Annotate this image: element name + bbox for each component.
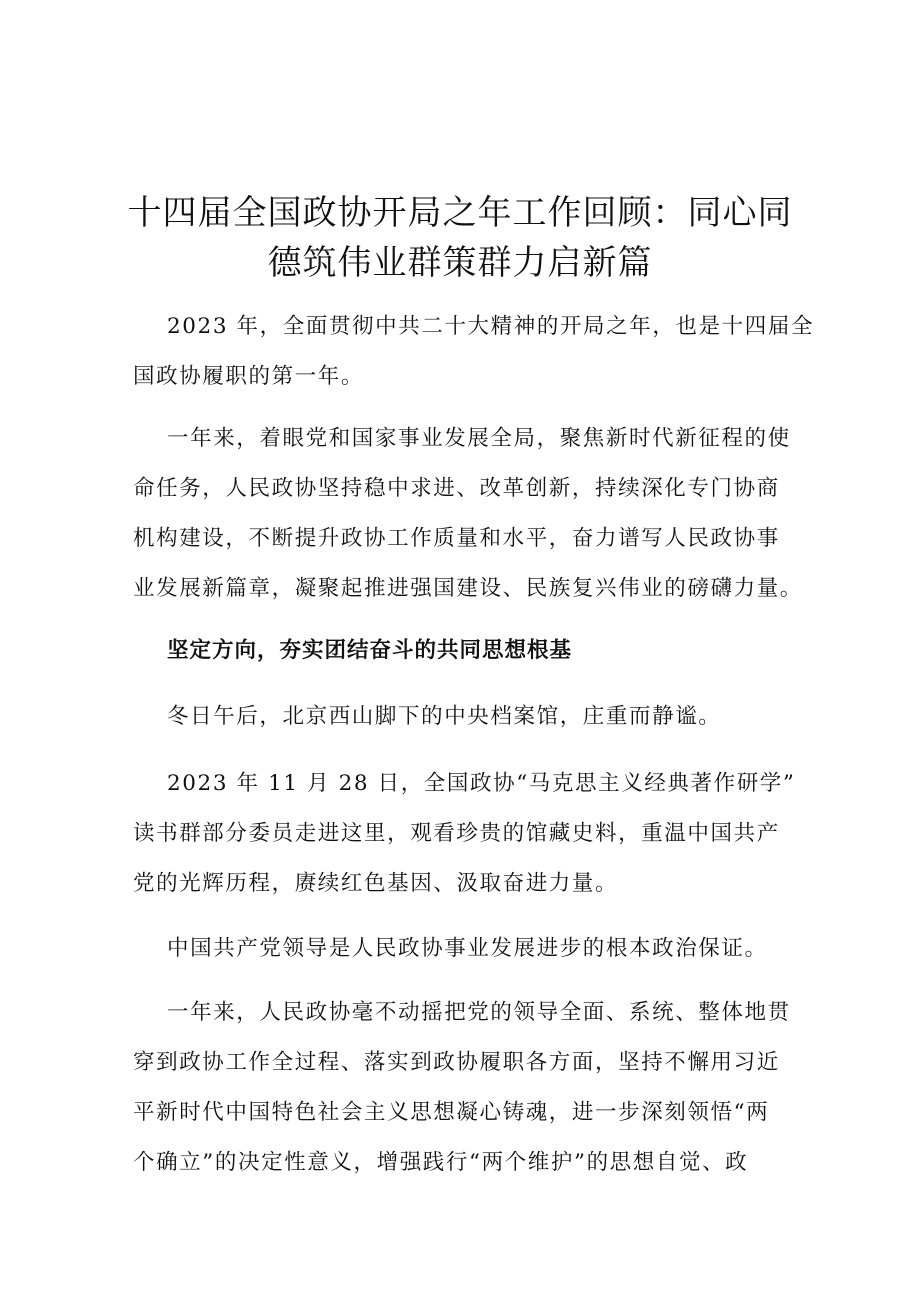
paragraph-overview xyxy=(133,414,803,614)
paragraph-intro xyxy=(133,302,815,402)
paragraph-line: 2023 年 11 月 28 日，全国政协“马克思主义经典著作研学” xyxy=(167,771,796,796)
paragraph-line: 国政协履职的第一年。 xyxy=(133,364,365,389)
paragraph-line: 一年来，着眼党和国家事业发展全局，聚焦新时代新征程的使 xyxy=(167,426,791,451)
document-title-line-2: 德筑伟业群策群力启新篇 xyxy=(267,243,653,283)
paragraph-line: 读书群部分委员走进这里，观看珍贵的馆藏史料，重温中国共产 xyxy=(133,821,780,846)
paragraph-line: 党的光辉历程，赓续红色基因、汲取奋进力量。 xyxy=(133,871,619,896)
paragraph-line: 一年来，人民政协毫不动摇把党的领导全面、系统、整体地贯 xyxy=(167,1000,791,1025)
paragraph-line: 机构建设，不断提升政协工作质量和水平，奋力谱写人民政协事 xyxy=(133,526,780,551)
paragraph-line: 平新时代中国特色社会主义思想凝心铸魂，进一步深刻领悟“两 xyxy=(133,1100,770,1125)
paragraph-line: 穿到政协工作全过程、落实到政协履职各方面，坚持不懈用习近 xyxy=(133,1050,780,1075)
paragraph-line: 中国共产党领导是人民政协事业发展进步的根本政治保证。 xyxy=(167,936,768,961)
paragraph-visit xyxy=(133,759,803,909)
paragraph-line: 2023 年，全面贯彻中共二十大精神的开局之年，也是十四届全 xyxy=(167,314,815,339)
paragraph-year-review xyxy=(133,988,803,1188)
paragraph-line: 个确立”的决定性意义，增强践行“两个维护”的思想自觉、政 xyxy=(133,1150,749,1175)
paragraph-leadership xyxy=(133,924,803,974)
paragraph-archive xyxy=(133,692,803,742)
section-heading xyxy=(133,626,803,676)
document-title-line-1: 十四届全国政协开局之年工作回顾：同心同 xyxy=(127,193,793,233)
paragraph-line: 冬日午后，北京西山脚下的中央档案馆，庄重而静谧。 xyxy=(167,704,722,729)
paragraph-line: 命任务，人民政协坚持稳中求进、改革创新，持续深化专门协商 xyxy=(133,476,780,501)
paragraph-line: 业发展新篇章，凝聚起推进强国建设、民族复兴伟业的磅礴力量。 xyxy=(133,576,803,601)
section-heading-text: 坚定方向，夯实团结奋斗的共同思想根基 xyxy=(167,638,573,663)
